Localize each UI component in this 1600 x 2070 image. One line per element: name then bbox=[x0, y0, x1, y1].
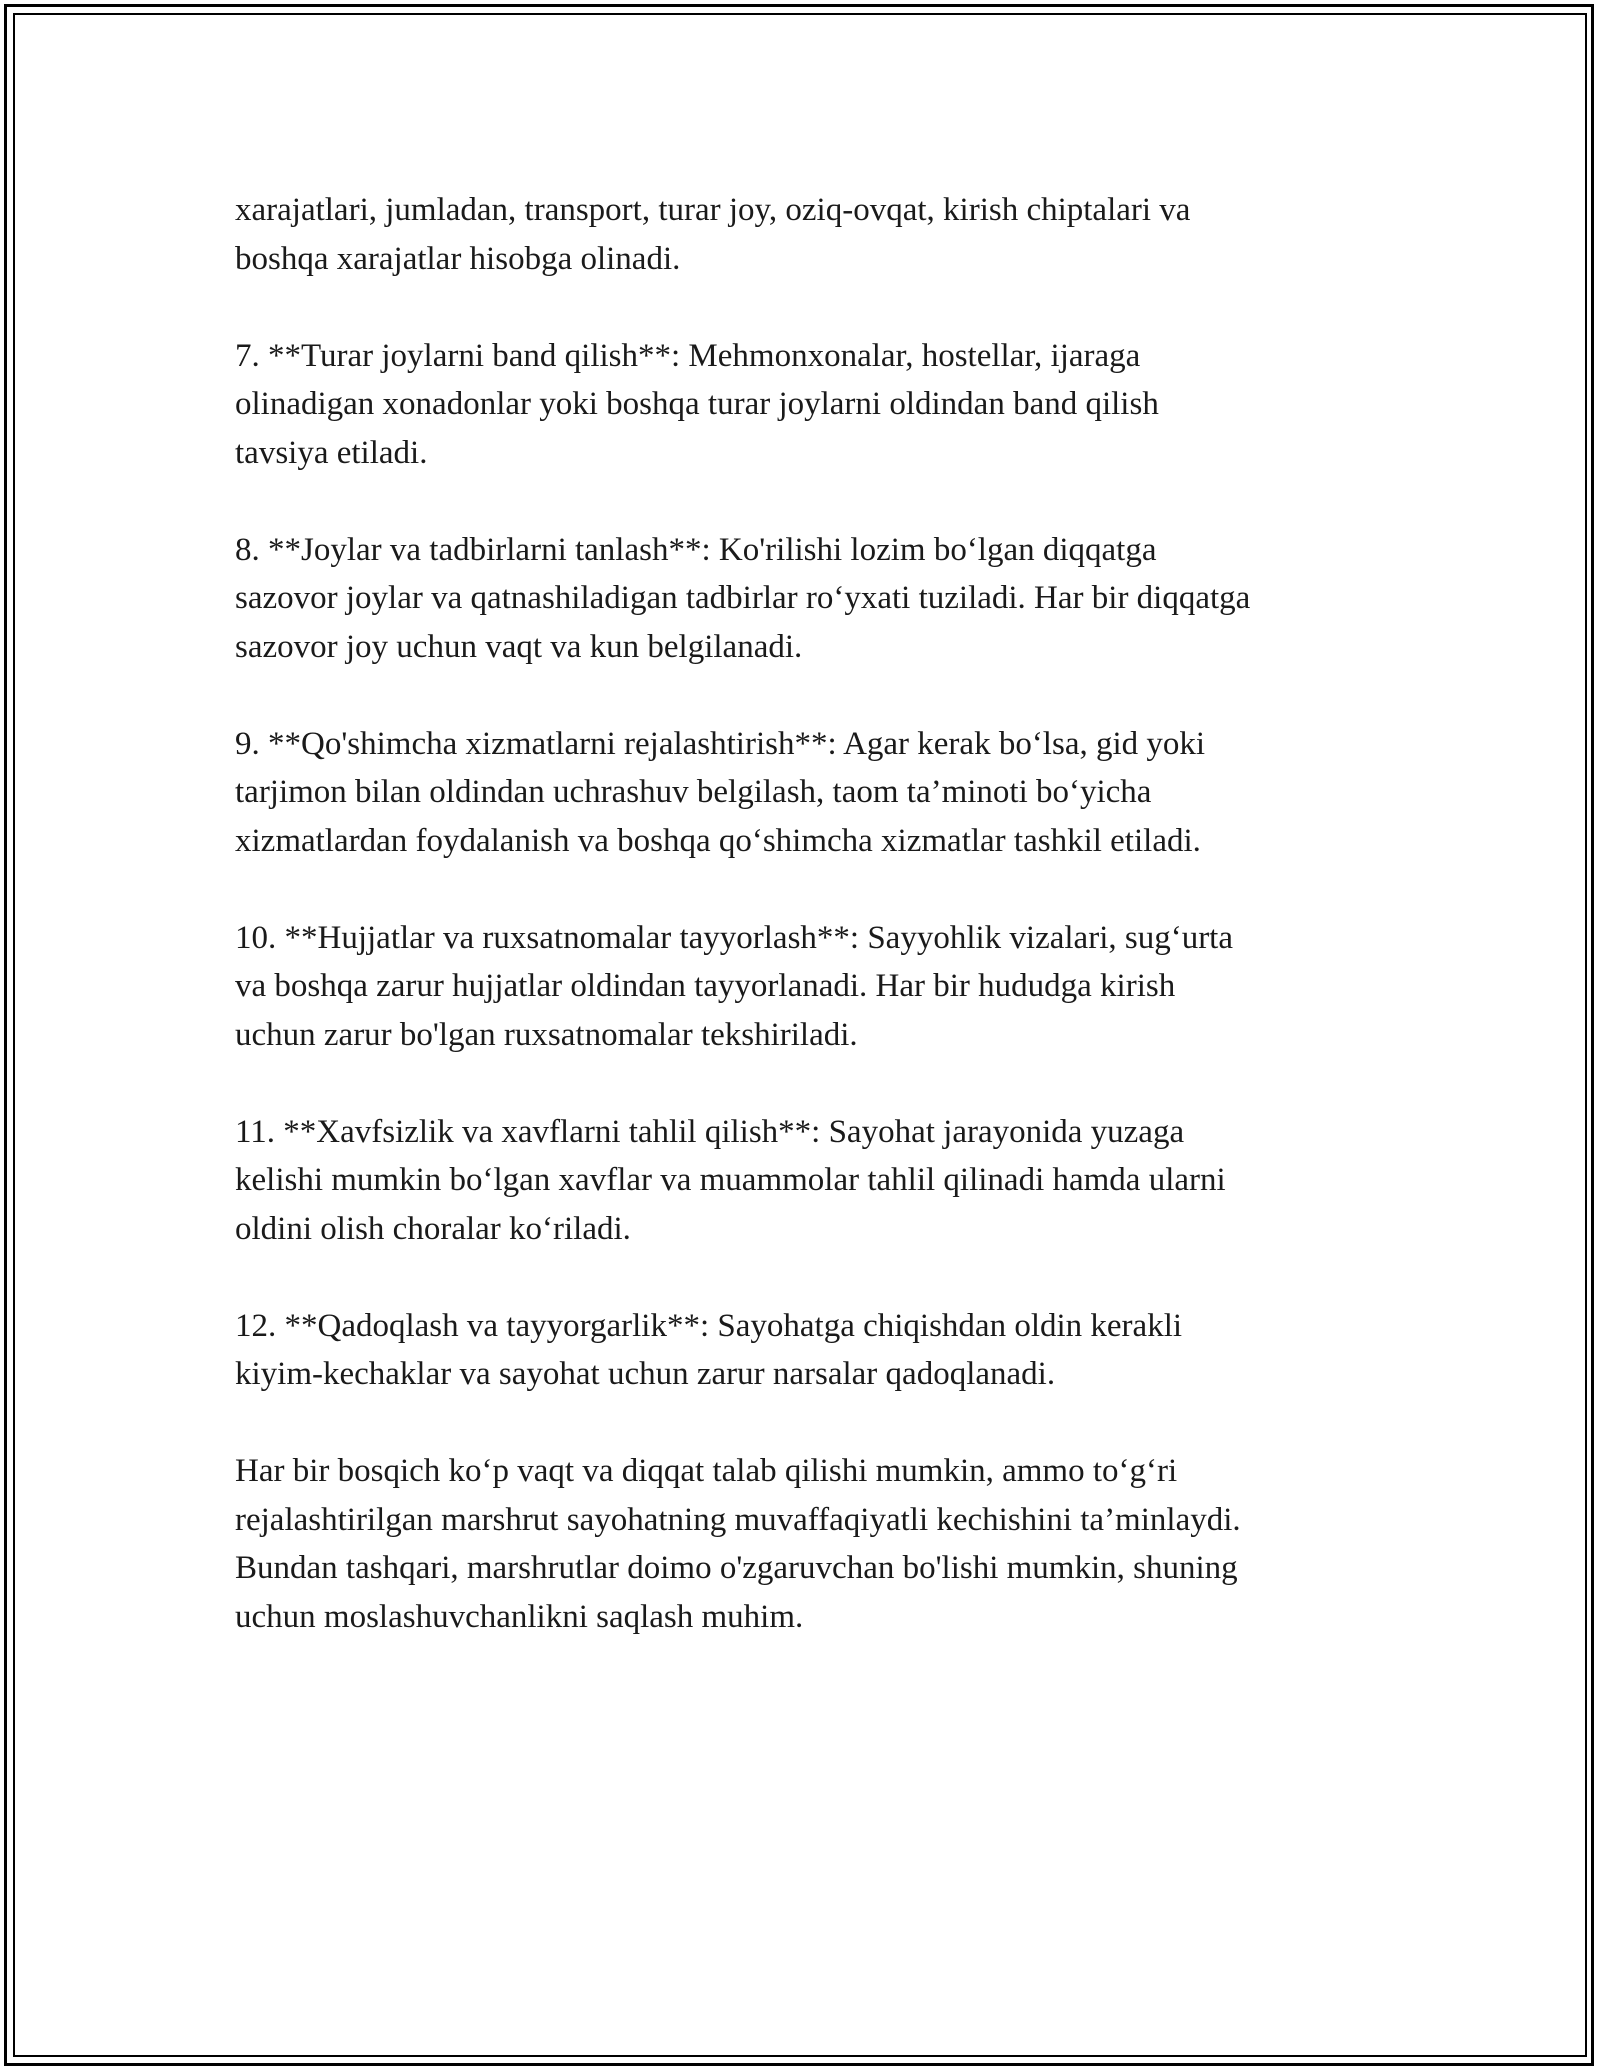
paragraph-step-7-accommodation: 7. **Turar joylarni band qilish**: Mehmonxonalar, hostellar, ijaraga olinadigan xonadonlar yoki boshqa turar joylarni oldindan band qilish tavsiya etiladi. bbox=[235, 337, 1159, 471]
paragraph-step-8-places-events: 8. **Joylar va tadbirlarni tanlash**: Ko'rilishi lozim bo‘lgan diqqatga sazovor joylar va qatnashiladigan tadbirlar ro‘yxati tuziladi. Har bir diqqatga sazovor joy uchun vaqt va kun belgilanadi. bbox=[235, 531, 1251, 665]
document-body bbox=[235, 186, 1385, 1690]
paragraph-expenses-continuation: xarajatlari, jumladan, transport, turar joy, oziq-ovqat, kirish chiptalari va boshqa xarajatlar hisobga olinadi. bbox=[235, 192, 1191, 277]
paragraph-step-12-packing: 12. **Qadoqlash va tayyorgarlik**: Sayohatga chiqishdan oldin kerakli kiyim-kechaklar va sayohat uchun zarur narsalar qadoqlanadi. bbox=[235, 1307, 1183, 1392]
paragraph-conclusion: Har bir bosqich ko‘p vaqt va diqqat talab qilishi mumkin, ammo to‘g‘ri rejalashtirilgan marshrut sayohatning muvaffaqiyatli kechishini ta’minlaydi. Bundan tashqari, marshrutlar doimo o'zgaruvchan bo'lishi mumkin, shuning uchun moslashuvchanlikni saqlash muhim. bbox=[235, 1453, 1241, 1635]
paragraph-step-9-additional-services: 9. **Qo'shimcha xizmatlarni rejalashtirish**: Agar kerak bo‘lsa, gid yoki tarjimon bilan oldindan uchrashuv belgilash, taom ta’minoti bo‘yicha xizmatlardan foydalanish va boshqa qo‘shimcha xizmatlar tashkil etiladi. bbox=[235, 725, 1206, 859]
paragraph-step-10-documents: 10. **Hujjatlar va ruxsatnomalar tayyorlash**: Sayyohlik vizalari, sug‘urta va boshqa zarur hujjatlar oldindan tayyorlanadi. Har bir hududga kirish uchun zarur bo'lgan ruxsatnomalar tekshiriladi. bbox=[235, 919, 1233, 1053]
paragraph-step-11-safety: 11. **Xavfsizlik va xavflarni tahlil qilish**: Sayohat jarayonida yuzaga kelishi mumkin bo‘lgan xavflar va muammolar tahlil qilinadi hamda ularni oldini olish choralar ko‘riladi. bbox=[235, 1113, 1226, 1247]
